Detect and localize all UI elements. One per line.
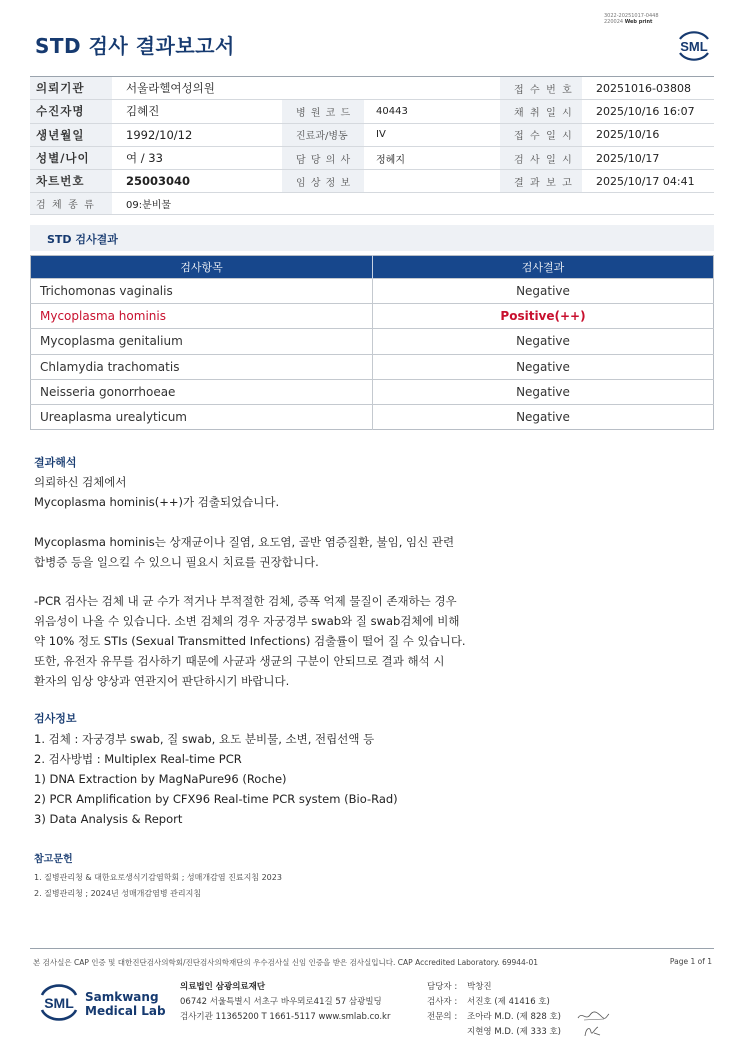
staff-role: 담당자 : [427, 982, 458, 992]
test-result: Negative [373, 379, 714, 404]
hospital-code-value: 40443 [376, 105, 408, 117]
patient-info-table [30, 76, 714, 215]
web-print-label: Web print [624, 19, 653, 25]
staff-name: 박창진 [467, 982, 492, 992]
svg-text:SML: SML [680, 39, 708, 54]
reference-item: 1. 질병관리청 & 대한요로생식기감염학회 ; 성매개감염 진료지침 2023 [34, 873, 282, 882]
text-line: -PCR 검사는 검체 내 균 수가 적거나 부적절한 검체, 증폭 억제 물질이 존재하는 경우 [34, 594, 457, 608]
test-result: Negative [373, 404, 714, 429]
hospital-code-label: 병 원 코 드 [282, 100, 364, 122]
staff-row [427, 1010, 561, 1025]
test-result: Negative [373, 279, 714, 304]
interpretation-paragraph-1 [34, 472, 279, 512]
test-result: Negative [373, 354, 714, 379]
test-item: Ureaplasma urealyticum [31, 404, 373, 429]
results-section-header [30, 225, 714, 251]
text-line: Mycoplasma hominis(++)가 검출되었습니다. [34, 495, 280, 509]
table-row [31, 329, 714, 354]
organization-info [180, 980, 390, 1025]
sex-age-label: 성별/나이 [30, 147, 112, 169]
receipt-no-label: 접 수 번 호 [500, 77, 582, 99]
text-line: 합병증 등을 일으킬 수 있으니 필요시 치료를 권장합니다. [34, 555, 319, 569]
results-section-title: STD 검사결과 [47, 233, 118, 246]
table-row [31, 379, 714, 404]
test-item: Mycoplasma genitalium [31, 329, 373, 354]
org-contact: 검사기관 11365200 T 1661-5117 www.smlab.co.kr [180, 1012, 391, 1022]
reported-label: 결 과 보 고 [500, 170, 582, 192]
interpretation-title: 결과해석 [34, 456, 77, 469]
chart-no-value: 25003040 [126, 174, 191, 189]
table-row [31, 279, 714, 304]
tested-label: 검 사 일 시 [500, 147, 582, 169]
received-label: 접 수 일 시 [500, 124, 582, 146]
tested-value: 2025/10/17 [596, 151, 660, 165]
test-item: Chlamydia trachomatis [31, 354, 373, 379]
staff-role: 전문의 : [427, 1012, 458, 1022]
staff-row [427, 980, 561, 995]
staff-role [427, 1025, 467, 1040]
sml-logo [674, 26, 714, 64]
info-row [30, 124, 714, 147]
text-line: 2) PCR Amplification by CFX96 Real-time PCR system (Bio-Rad) [34, 792, 398, 806]
institution-label: 의뢰기관 [30, 77, 112, 99]
dob-value: 1992/10/12 [126, 127, 193, 142]
receipt-no-value: 20251016-03808 [596, 81, 691, 95]
certification-note: 본 검사실은 CAP 인증 및 대한진단검사의학회/진단검사의학재단의 우수검사실 신임 인증을 받은 검사실입니다. CAP Accredited Laboratory. 69944-01 [33, 958, 539, 967]
text-line: 위음성이 나올 수 있습니다. 소변 검체의 경우 자궁경부 swab와 질 swab검체에 비해 [34, 614, 460, 628]
text-line: 2. 검사방법 : Multiplex Real-time PCR [34, 752, 242, 766]
doc-code-line: 3022-20251017-0448 [604, 13, 659, 19]
column-header-item: 검사항목 [31, 256, 373, 279]
test-item: Mycoplasma hominis [31, 304, 373, 329]
table-row-positive [31, 304, 714, 329]
chart-no-label: 차트번호 [30, 170, 112, 192]
specimen-value: 09:분비물 [126, 200, 172, 212]
staff-row [427, 1025, 561, 1040]
brand-line: Samkwang [85, 990, 159, 1004]
org-name: 의료법인 삼광의료재단 [180, 982, 266, 992]
signature-icon [576, 1009, 610, 1023]
staff-row [427, 995, 561, 1010]
text-line: 1) DNA Extraction by MagNaPure96 (Roche) [34, 772, 287, 786]
interpretation-paragraph-2 [34, 532, 454, 572]
results-table [30, 255, 714, 430]
test-item: Trichomonas vaginalis [31, 279, 373, 304]
info-row [30, 77, 714, 100]
info-row [30, 100, 714, 123]
text-line: Mycoplasma hominis는 상재균이나 질염, 요도염, 골반 염증질환, 불임, 임신 관련 [34, 535, 455, 549]
institution-value: 서울라헬여성의원 [126, 81, 215, 96]
text-line: 의뢰하신 검체에서 [34, 475, 127, 489]
staff-list [427, 980, 561, 1040]
info-row [30, 193, 714, 215]
specimen-label: 검 체 종 류 [30, 193, 112, 214]
test-result: Negative [373, 329, 714, 354]
sex-age-value: 여 / 33 [126, 151, 163, 166]
footer-divider [30, 948, 714, 949]
doc-code-line: 220024 Web print [604, 19, 653, 25]
org-address: 06742 서울특별시 서초구 바우뫼로41길 57 삼광빌딩 [180, 997, 382, 1007]
staff-name: 조아라 M.D. (제 828 호) [467, 1012, 562, 1022]
info-row [30, 170, 714, 193]
table-row [31, 404, 714, 429]
dept-ward-value: IV [376, 129, 386, 141]
staff-name: 지현영 M.D. (제 333 호) [467, 1027, 562, 1037]
physician-value: 정혜지 [376, 154, 405, 166]
column-header-result: 검사결과 [373, 256, 714, 279]
brand-line: Medical Lab [85, 1004, 166, 1018]
received-value: 2025/10/16 [596, 128, 660, 142]
sml-footer-logo [36, 980, 82, 1024]
svg-text:SML: SML [44, 995, 74, 1011]
physician-label: 담 당 의 사 [282, 147, 364, 169]
references-title: 참고문헌 [34, 854, 73, 865]
reference-item: 2. 질병관리청 ; 2024년 성매개감염병 관리지침 [34, 889, 202, 898]
staff-name: 서진호 (제 41416 호) [467, 997, 550, 1007]
name-label: 수진자명 [30, 100, 112, 122]
test-info-title: 검사정보 [34, 712, 77, 725]
test-info-list [34, 729, 398, 829]
staff-role: 검사자 : [427, 997, 458, 1007]
document-code [604, 13, 694, 25]
interpretation-paragraph-3 [34, 591, 466, 691]
references-list [34, 870, 282, 902]
name-value: 김혜진 [126, 104, 160, 119]
text-line: 약 10% 정도 STIs (Sexual Transmitted Infections) 검출률이 떨어 질 수 있습니다. [34, 634, 466, 648]
results-header-row [31, 256, 714, 279]
text-line: 3) Data Analysis & Report [34, 812, 183, 826]
text-line: 환자의 임상 양상과 연관지어 판단하시기 바랍니다. [34, 674, 290, 688]
test-result: Positive(++) [373, 304, 714, 329]
brand-name [85, 990, 166, 1018]
signature-icon [582, 1024, 602, 1038]
page-number: Page 1 of 1 [669, 957, 712, 966]
test-item: Neisseria gonorrhoeae [31, 379, 373, 404]
clinical-info-label: 임 상 정 보 [282, 170, 364, 192]
reported-value: 2025/10/17 04:41 [596, 174, 695, 188]
page-title: STD 검사 결과보고서 [35, 34, 235, 58]
text-line: 또한, 유전자 유무를 검사하기 때문에 사균과 생균의 구분이 안되므로 결과 해석 시 [34, 654, 445, 668]
table-row [31, 354, 714, 379]
dept-ward-label: 진료과/병동 [282, 124, 364, 146]
collected-label: 채 취 일 시 [500, 100, 582, 122]
collected-value: 2025/10/16 16:07 [596, 104, 695, 118]
clinical-info-value [364, 170, 500, 192]
info-row [30, 147, 714, 170]
dob-label: 생년월일 [30, 124, 112, 146]
text-line: 1. 검체 : 자궁경부 swab, 질 swab, 요도 분비물, 소변, 전립선액 등 [34, 732, 375, 746]
